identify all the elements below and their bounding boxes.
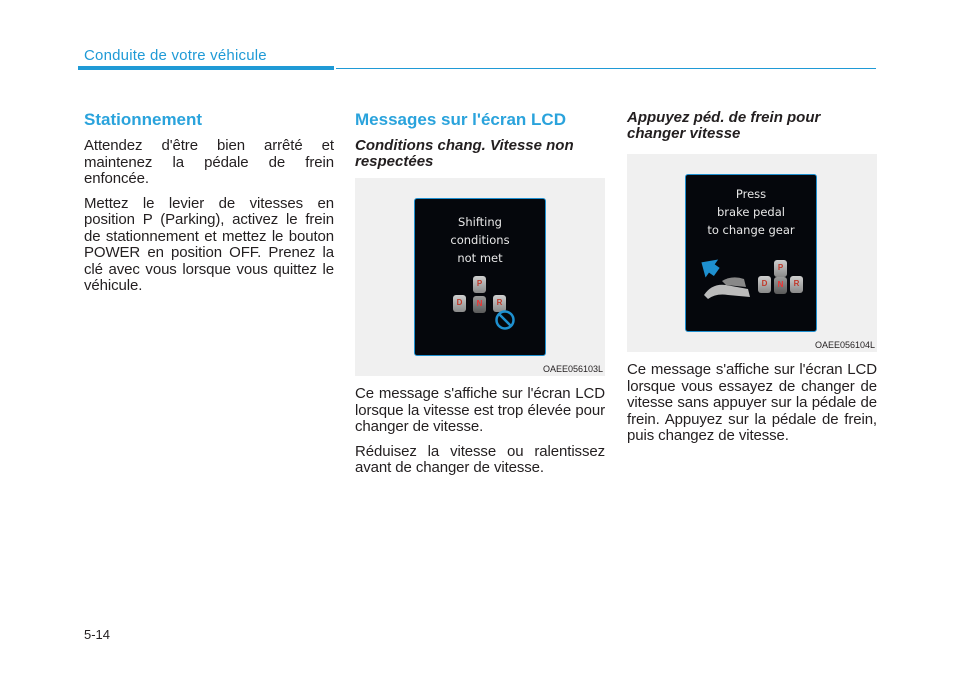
lcd-line: to change gear	[707, 223, 795, 237]
lcd-screen	[414, 198, 546, 356]
paragraph: Ce message s'affiche sur l'écran LCD lorsque la vitesse est trop élevée pour changer de vitesse.	[355, 385, 605, 435]
column-lcd-messages	[355, 110, 605, 485]
lcd-line: conditions	[450, 233, 510, 247]
brake-pedal-icon	[698, 253, 758, 301]
page-number: 5-14	[84, 627, 111, 642]
figure-shifting-not-met	[355, 178, 605, 376]
lcd-line: brake pedal	[717, 205, 785, 219]
subheading-press-brake: Appuyez péd. de frein pour changer vitesse	[627, 109, 821, 142]
subheading-shift-conditions: Conditions chang. Vitesse non respectées	[355, 137, 574, 170]
gear-d-button: D	[453, 295, 466, 312]
column-stationnement	[84, 110, 334, 303]
gear-p-button: P	[473, 276, 486, 293]
header-bar	[78, 66, 334, 70]
lcd-line: not met	[457, 251, 503, 265]
gear-p-button: P	[774, 260, 787, 277]
figure-press-brake	[627, 154, 877, 352]
heading-stationnement: Stationnement	[84, 110, 203, 129]
paragraph: Réduisez la vitesse ou ralentissez avant de changer de vitesse.	[355, 442, 605, 476]
figure-code: OAEE056104L	[814, 340, 875, 350]
paragraph: Attendez d'être bien arrêté et maintenez la pédale de frein enfoncée.	[84, 137, 334, 187]
gear-n-button: N	[774, 277, 787, 294]
gear-r-button: R	[493, 295, 506, 312]
column-brake-message	[627, 110, 877, 453]
heading-lcd-messages: Messages sur l'écran LCD	[355, 110, 566, 129]
section-title: Conduite de votre véhicule	[84, 47, 267, 64]
prohibited-icon	[494, 309, 516, 331]
lcd-line: Shifting	[458, 215, 502, 229]
lcd-line: Press	[735, 187, 767, 201]
gear-d-button: D	[758, 276, 771, 293]
gear-r-button: R	[790, 276, 803, 293]
paragraph: Ce message s'affiche sur l'écran LCD lorsque vous essayez de changer de vitesse sans appuyer sur la pédale de frein. Appuyez sur la pédale de frein, puis changez de vitesse.	[627, 361, 877, 444]
figure-code: OAEE056103L	[542, 364, 603, 374]
paragraph: Mettez le levier de vitesses en position P (Parking), activez le frein de stationnement et mettez le bouton POWER en position OFF. Prenez la clé avec vous lorsque vous quittez le véhicule.	[84, 194, 334, 294]
gear-n-button: N	[473, 296, 486, 313]
lcd-screen	[685, 174, 817, 332]
header-rule	[336, 68, 876, 69]
